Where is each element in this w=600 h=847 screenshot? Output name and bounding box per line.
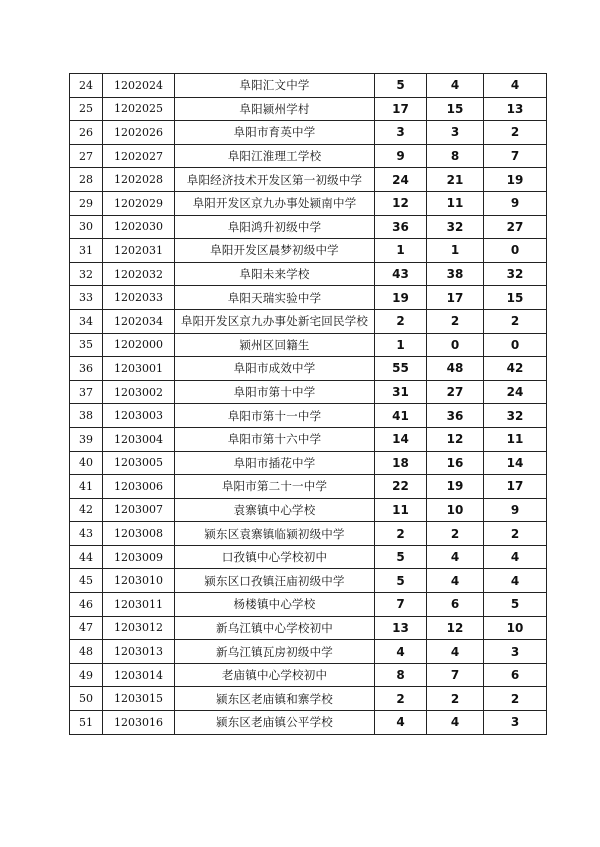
school-name-cell: 阜阳市插花中学 [175,451,375,475]
count-c-cell: 17 [484,475,547,499]
count-c-cell: 6 [484,663,547,687]
count-c-cell: 15 [484,286,547,310]
school-code-cell: 1203010 [103,569,175,593]
table-row [70,593,547,617]
row-number-cell: 47 [70,616,103,640]
school-code-cell: 1203004 [103,427,175,451]
school-name-cell: 阜阳颍州学村 [175,97,375,121]
count-b-cell: 17 [427,286,484,310]
count-a-cell: 1 [375,239,427,263]
count-b-cell: 16 [427,451,484,475]
row-number-cell: 36 [70,357,103,381]
row-number-cell: 49 [70,663,103,687]
school-code-cell: 1203016 [103,711,175,735]
count-a-cell: 22 [375,475,427,499]
count-c-cell: 32 [484,404,547,428]
table-row [70,309,547,333]
count-a-cell: 9 [375,144,427,168]
school-code-cell: 1203012 [103,616,175,640]
count-b-cell: 2 [427,687,484,711]
count-a-cell: 19 [375,286,427,310]
count-b-cell: 1 [427,239,484,263]
school-name-cell: 新乌江镇中心学校初中 [175,616,375,640]
count-c-cell: 14 [484,451,547,475]
count-b-cell: 12 [427,616,484,640]
count-c-cell: 9 [484,191,547,215]
row-number-cell: 45 [70,569,103,593]
table-row [70,427,547,451]
count-a-cell: 55 [375,357,427,381]
count-a-cell: 5 [375,545,427,569]
count-b-cell: 11 [427,191,484,215]
count-c-cell: 4 [484,545,547,569]
count-a-cell: 7 [375,593,427,617]
count-b-cell: 15 [427,97,484,121]
count-a-cell: 43 [375,262,427,286]
school-code-cell: 1202024 [103,74,175,98]
school-name-cell: 阜阳未来学校 [175,262,375,286]
table-row [70,168,547,192]
table-row [70,545,547,569]
row-number-cell: 51 [70,711,103,735]
row-number-cell: 27 [70,144,103,168]
table-row [70,616,547,640]
school-name-cell: 阜阳市第十一中学 [175,404,375,428]
count-b-cell: 38 [427,262,484,286]
table-row [70,663,547,687]
count-b-cell: 21 [427,168,484,192]
school-code-cell: 1203009 [103,545,175,569]
row-number-cell: 30 [70,215,103,239]
school-code-cell: 1203008 [103,522,175,546]
count-c-cell: 2 [484,687,547,711]
count-c-cell: 2 [484,309,547,333]
table-row [70,191,547,215]
table-row [70,97,547,121]
table-row [70,74,547,98]
count-a-cell: 12 [375,191,427,215]
count-c-cell: 42 [484,357,547,381]
row-number-cell: 46 [70,593,103,617]
count-b-cell: 4 [427,545,484,569]
school-name-cell: 颍东区老庙镇和寨学校 [175,687,375,711]
row-number-cell: 28 [70,168,103,192]
school-code-cell: 1203006 [103,475,175,499]
table-row [70,687,547,711]
school-name-cell: 口孜镇中心学校初中 [175,545,375,569]
table-row [70,451,547,475]
count-c-cell: 32 [484,262,547,286]
table-row [70,144,547,168]
row-number-cell: 31 [70,239,103,263]
school-code-cell: 1202034 [103,309,175,333]
table-row [70,239,547,263]
school-code-cell: 1202026 [103,121,175,145]
school-code-cell: 1202030 [103,215,175,239]
school-name-cell: 袁寨镇中心学校 [175,498,375,522]
school-code-cell: 1202027 [103,144,175,168]
count-a-cell: 8 [375,663,427,687]
count-c-cell: 9 [484,498,547,522]
count-a-cell: 3 [375,121,427,145]
count-b-cell: 19 [427,475,484,499]
row-number-cell: 33 [70,286,103,310]
row-number-cell: 50 [70,687,103,711]
table-row [70,569,547,593]
count-c-cell: 0 [484,239,547,263]
school-name-cell: 阜阳开发区京九办事处颍南中学 [175,191,375,215]
count-c-cell: 2 [484,522,547,546]
row-number-cell: 40 [70,451,103,475]
school-name-cell: 阜阳开发区京九办事处新宅回民学校 [175,309,375,333]
table-row [70,475,547,499]
table-row [70,380,547,404]
row-number-cell: 43 [70,522,103,546]
row-number-cell: 48 [70,640,103,664]
count-c-cell: 10 [484,616,547,640]
count-a-cell: 4 [375,640,427,664]
school-code-cell: 1202031 [103,239,175,263]
count-c-cell: 13 [484,97,547,121]
count-c-cell: 2 [484,121,547,145]
count-a-cell: 31 [375,380,427,404]
count-c-cell: 7 [484,144,547,168]
table-row [70,333,547,357]
table-body [70,74,547,735]
count-b-cell: 4 [427,711,484,735]
row-number-cell: 26 [70,121,103,145]
school-code-cell: 1203005 [103,451,175,475]
count-a-cell: 24 [375,168,427,192]
school-name-cell: 阜阳鸿升初级中学 [175,215,375,239]
school-code-cell: 1203014 [103,663,175,687]
count-b-cell: 8 [427,144,484,168]
count-b-cell: 32 [427,215,484,239]
count-c-cell: 3 [484,640,547,664]
school-code-cell: 1202028 [103,168,175,192]
row-number-cell: 37 [70,380,103,404]
count-a-cell: 2 [375,522,427,546]
count-a-cell: 5 [375,74,427,98]
school-name-cell: 阜阳天瑞实验中学 [175,286,375,310]
school-name-cell: 阜阳经济技术开发区第一初级中学 [175,168,375,192]
school-name-cell: 阜阳市育英中学 [175,121,375,145]
row-number-cell: 35 [70,333,103,357]
count-b-cell: 4 [427,74,484,98]
school-code-cell: 1203011 [103,593,175,617]
school-code-cell: 1202032 [103,262,175,286]
school-name-cell: 阜阳开发区晨梦初级中学 [175,239,375,263]
count-b-cell: 4 [427,640,484,664]
count-c-cell: 4 [484,569,547,593]
school-name-cell: 阜阳江淮理工学校 [175,144,375,168]
count-c-cell: 3 [484,711,547,735]
count-b-cell: 36 [427,404,484,428]
school-name-cell: 阜阳市成效中学 [175,357,375,381]
school-name-cell: 颍州区回籍生 [175,333,375,357]
school-name-cell: 颍东区袁寨镇临颍初级中学 [175,522,375,546]
row-number-cell: 38 [70,404,103,428]
count-a-cell: 4 [375,711,427,735]
count-c-cell: 4 [484,74,547,98]
count-b-cell: 2 [427,522,484,546]
school-name-cell: 新乌江镇瓦房初级中学 [175,640,375,664]
count-a-cell: 41 [375,404,427,428]
school-name-cell: 颍东区口孜镇汪庙初级中学 [175,569,375,593]
school-code-cell: 1203001 [103,357,175,381]
row-number-cell: 42 [70,498,103,522]
count-b-cell: 12 [427,427,484,451]
school-name-cell: 颍东区老庙镇公平学校 [175,711,375,735]
row-number-cell: 34 [70,309,103,333]
school-quota-table [69,73,547,735]
count-b-cell: 6 [427,593,484,617]
count-c-cell: 0 [484,333,547,357]
table-row [70,357,547,381]
school-code-cell: 1202029 [103,191,175,215]
table-row [70,711,547,735]
count-a-cell: 2 [375,309,427,333]
row-number-cell: 29 [70,191,103,215]
table-row [70,121,547,145]
table-row [70,262,547,286]
school-code-cell: 1203003 [103,404,175,428]
count-a-cell: 13 [375,616,427,640]
count-a-cell: 18 [375,451,427,475]
table-row [70,215,547,239]
school-name-cell: 阜阳市第十六中学 [175,427,375,451]
school-code-cell: 1203013 [103,640,175,664]
school-code-cell: 1203015 [103,687,175,711]
table-row [70,640,547,664]
count-b-cell: 2 [427,309,484,333]
school-code-cell: 1203007 [103,498,175,522]
count-a-cell: 36 [375,215,427,239]
row-number-cell: 25 [70,97,103,121]
count-c-cell: 5 [484,593,547,617]
count-c-cell: 24 [484,380,547,404]
table-row [70,286,547,310]
table-row [70,404,547,428]
count-a-cell: 14 [375,427,427,451]
count-c-cell: 27 [484,215,547,239]
row-number-cell: 24 [70,74,103,98]
school-code-cell: 1202033 [103,286,175,310]
count-b-cell: 0 [427,333,484,357]
school-name-cell: 阜阳市第十中学 [175,380,375,404]
count-a-cell: 1 [375,333,427,357]
school-code-cell: 1202025 [103,97,175,121]
table-row [70,522,547,546]
school-name-cell: 阜阳汇文中学 [175,74,375,98]
school-code-cell: 1202000 [103,333,175,357]
count-a-cell: 11 [375,498,427,522]
count-a-cell: 2 [375,687,427,711]
school-name-cell: 阜阳市第二十一中学 [175,475,375,499]
school-name-cell: 老庙镇中心学校初中 [175,663,375,687]
count-b-cell: 7 [427,663,484,687]
table-row [70,498,547,522]
count-b-cell: 10 [427,498,484,522]
count-b-cell: 3 [427,121,484,145]
count-c-cell: 11 [484,427,547,451]
count-a-cell: 5 [375,569,427,593]
count-a-cell: 17 [375,97,427,121]
row-number-cell: 32 [70,262,103,286]
school-name-cell: 杨楼镇中心学校 [175,593,375,617]
count-c-cell: 19 [484,168,547,192]
count-b-cell: 27 [427,380,484,404]
count-b-cell: 4 [427,569,484,593]
count-b-cell: 48 [427,357,484,381]
row-number-cell: 44 [70,545,103,569]
row-number-cell: 41 [70,475,103,499]
row-number-cell: 39 [70,427,103,451]
school-code-cell: 1203002 [103,380,175,404]
